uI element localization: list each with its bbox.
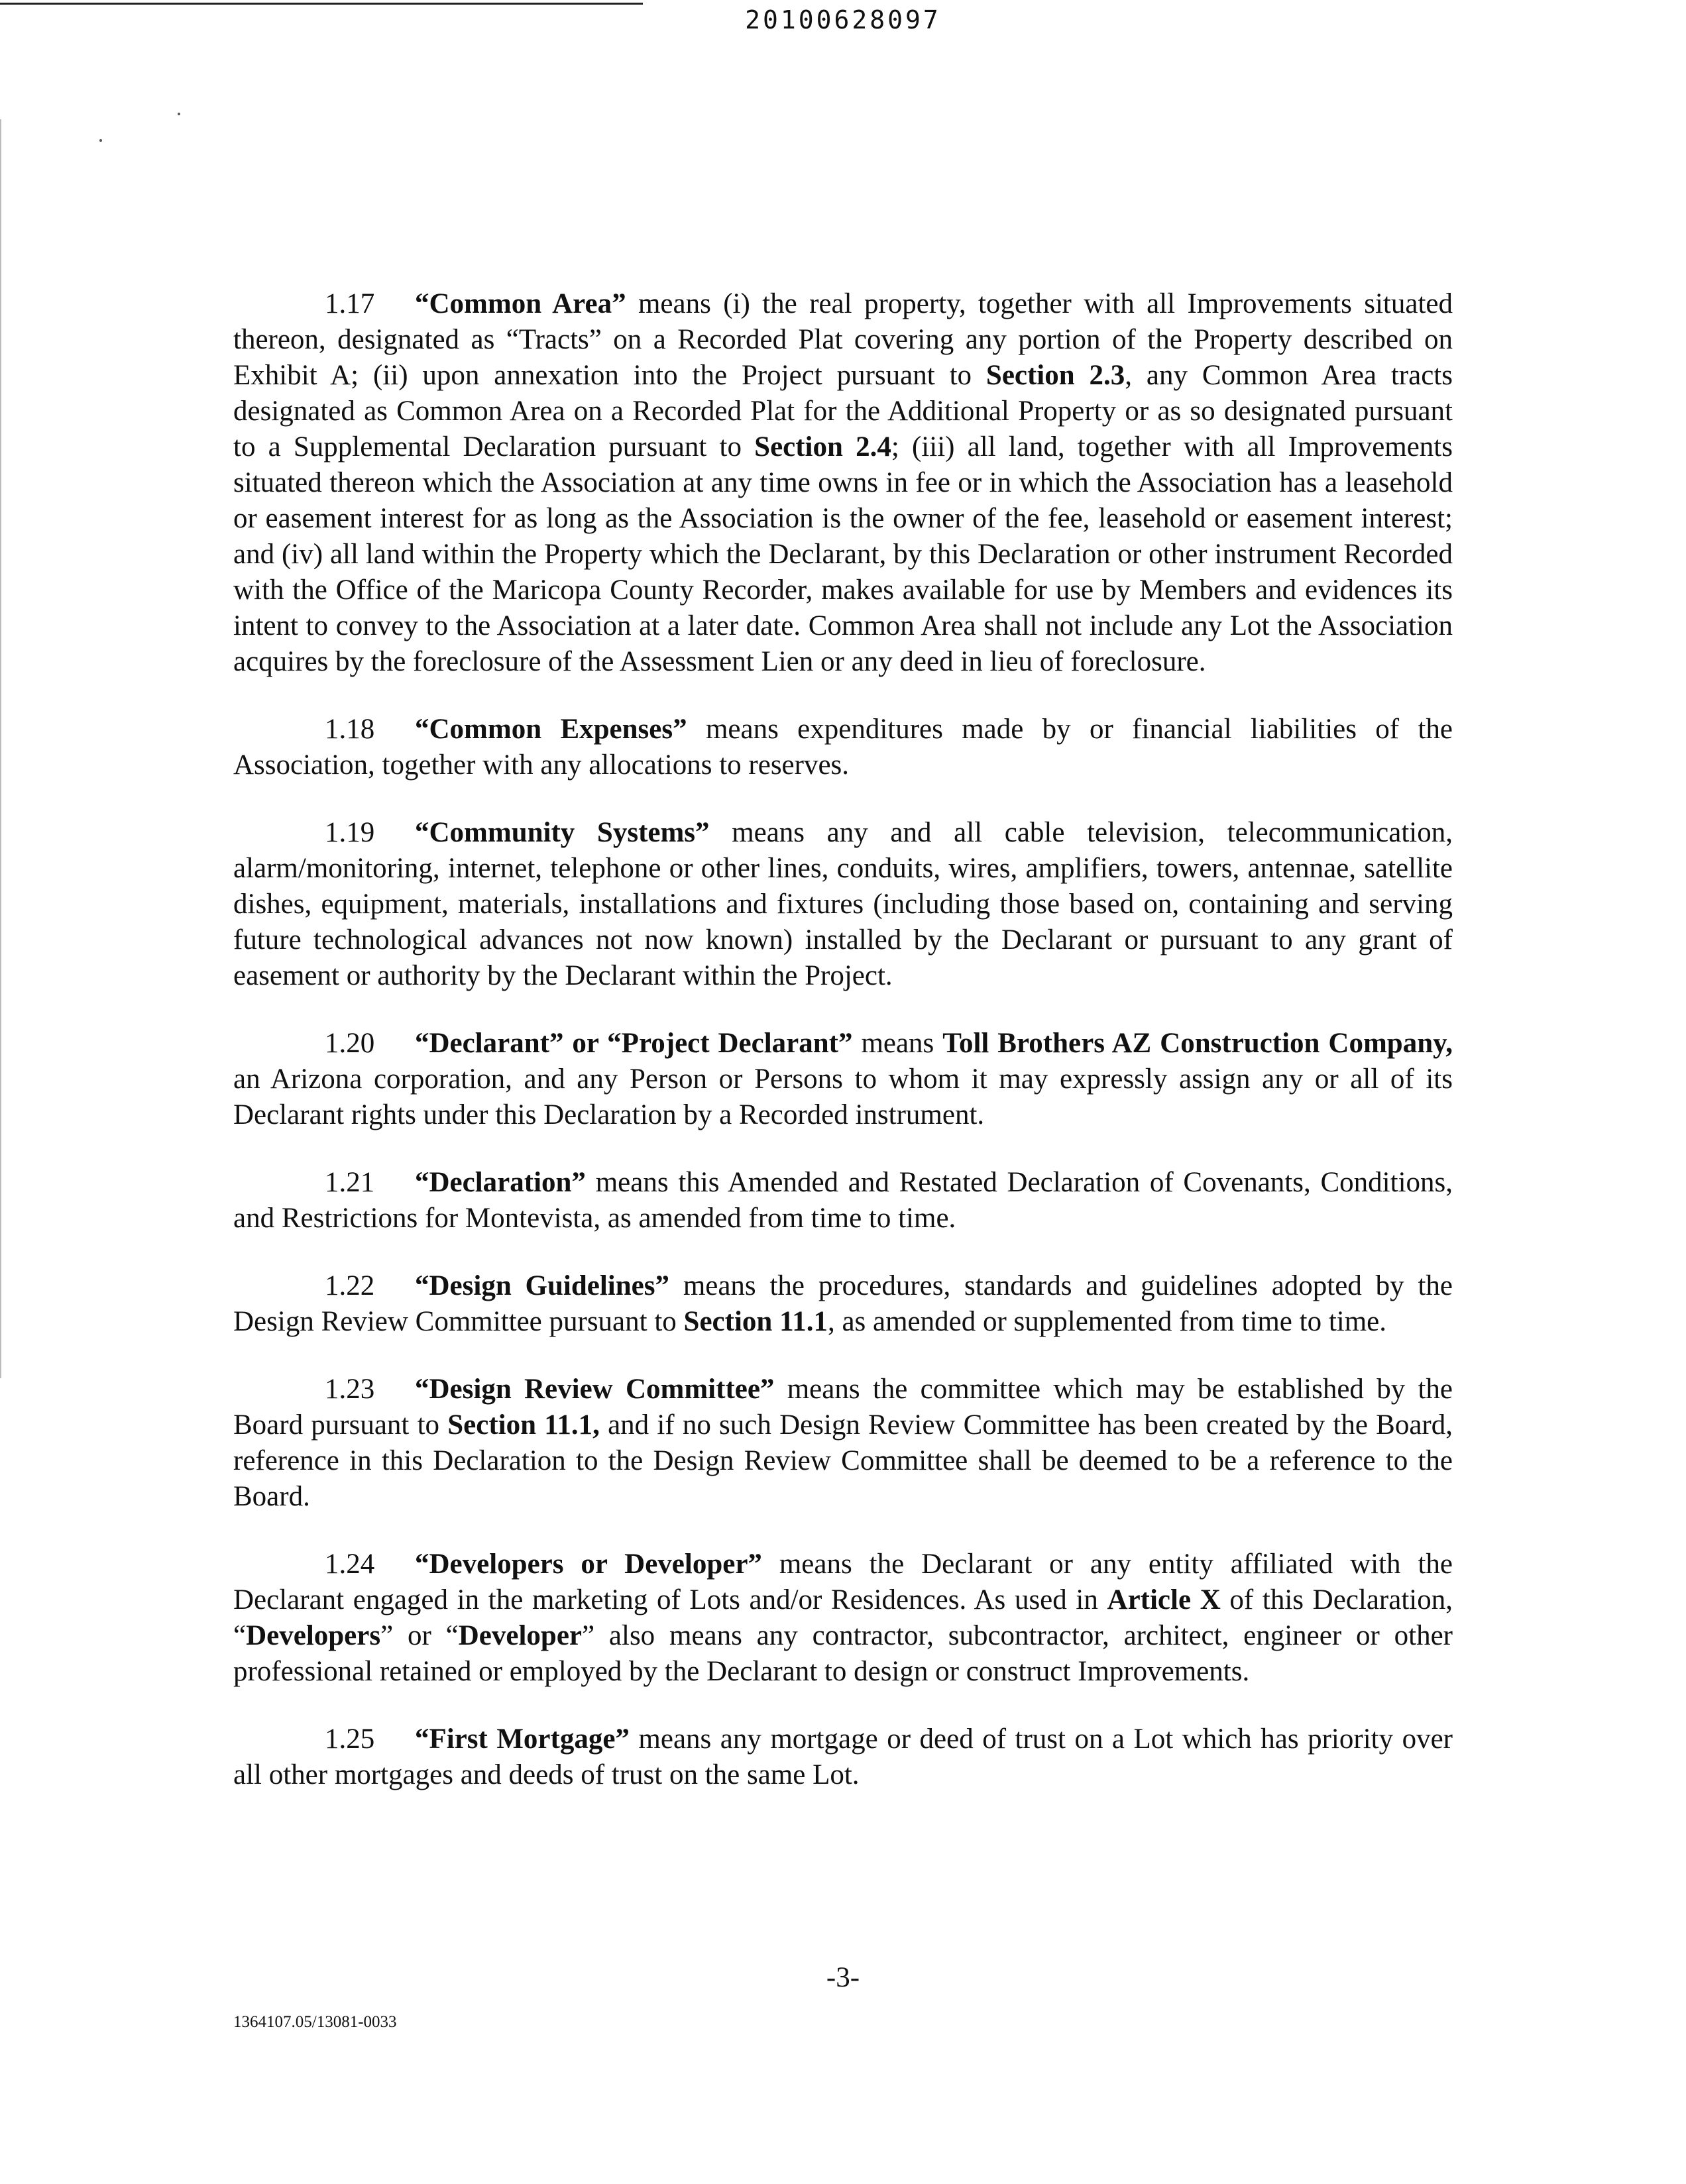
definition-text: of this Declaration, “ xyxy=(233,1584,1453,1651)
defined-term: “First Mortgage” xyxy=(415,1723,630,1755)
scan-speck xyxy=(178,113,180,115)
definition-text: means the procedures, standards and guidelines adopted by the Design Review Committee pursuant to xyxy=(233,1270,1453,1337)
scan-edge xyxy=(0,119,1,1378)
definition-text: ” also means any contractor, subcontractor, architect, engineer or other professional retained or employed by the Declarant to design or construct Improvements. xyxy=(233,1620,1453,1687)
defined-term: Section 2.4 xyxy=(754,431,891,463)
defined-term: Section 2.3 xyxy=(985,360,1125,391)
section-number: 1.20 xyxy=(325,1028,375,1059)
section-number: 1.24 xyxy=(325,1549,375,1580)
definition-paragraph xyxy=(233,1165,1453,1236)
defined-term: Toll Brothers AZ Construction Company, xyxy=(942,1028,1453,1059)
definition-paragraph xyxy=(233,1547,1453,1690)
definition-text: and if no such Design Review Committee has been created by the Board, reference in this Declaration to the Design Review Committee shall be deemed to be a reference to the Board. xyxy=(233,1409,1453,1512)
definition-paragraph xyxy=(233,1372,1453,1515)
section-number: 1.21 xyxy=(325,1167,375,1198)
defined-term: “Design Review Committee” xyxy=(415,1374,775,1405)
defined-term: Section 11.1 xyxy=(683,1306,828,1337)
defined-term: “Developers or Developer” xyxy=(415,1549,762,1580)
definition-text: , as amended or supplemented from time to time. xyxy=(827,1306,1387,1337)
definition-text: means the Declarant or any entity affiliated with the Declarant engaged in the marketing of Lots and/or Residences. As used in xyxy=(233,1549,1453,1615)
definition-paragraph xyxy=(233,815,1453,994)
definition-paragraph xyxy=(233,1268,1453,1340)
definition-text: means any mortgage or deed of trust on a Lot which has priority over all other mortgages and deeds of trust on the same Lot. xyxy=(233,1723,1453,1790)
defined-term: “Common Expenses” xyxy=(415,714,687,745)
definition-text: means expenditures made by or financial liabilities of the Association, together with any allocations to reserves. xyxy=(233,714,1453,781)
definition-text: means the committee which may be established by the Board pursuant to xyxy=(233,1374,1453,1441)
definition-paragraph xyxy=(233,1721,1453,1793)
defined-term: “Design Guidelines” xyxy=(415,1270,669,1301)
definition-text: an Arizona corporation, and any Person or Persons to whom it may expressly assign any or all of its Declarant rights under this Declaration by a Recorded instrument. xyxy=(233,1064,1453,1130)
defined-term: Section 11.1, xyxy=(447,1409,600,1441)
scan-speck xyxy=(99,139,102,142)
document-body xyxy=(233,286,1453,1825)
definition-text: means this Amended and Restated Declaration of Covenants, Conditions, and Restrictions for Montevista, as amended from time to time. xyxy=(233,1167,1453,1234)
section-number: 1.23 xyxy=(325,1374,375,1405)
defined-term: “Common Area” xyxy=(415,288,626,319)
page-number: -3- xyxy=(826,1962,860,1993)
definition-text: , any Common Area tracts designated as Common Area on a Recorded Plat for the Additional Property or as so designated pursuant to a Supplemental Declaration pursuant to xyxy=(233,360,1453,463)
section-number: 1.25 xyxy=(325,1723,375,1755)
section-number: 1.18 xyxy=(325,714,375,745)
defined-term: Developer xyxy=(458,1620,582,1651)
definition-text: ; (iii) all land, together with all Improvements situated thereon which the Association at any time owns in fee or in which the Association has a leasehold or easement interest for as long as the Association is the owner of the fee, leasehold or easement interest; and (iv) all land within the Property which the Declarant, by this Declaration or other instrument Recorded with the Office of the Maricopa County Recorder, makes available for use by Members and evidences its intent to convey to the Association at a later date. Common Area shall not include any Lot the Association acquires by the foreclosure of the Assessment Lien or any deed in lieu of foreclosure. xyxy=(233,431,1453,677)
defined-term: “Community Systems” xyxy=(415,817,710,848)
definition-text: ” or “ xyxy=(380,1620,459,1651)
definition-text: means xyxy=(852,1028,943,1059)
defined-term: Developers xyxy=(246,1620,381,1651)
recording-number: 20100628097 xyxy=(745,5,941,34)
section-number: 1.22 xyxy=(325,1270,375,1301)
definition-paragraph xyxy=(233,1026,1453,1133)
section-number: 1.17 xyxy=(325,288,375,319)
defined-term: Article X xyxy=(1107,1584,1221,1615)
defined-term: “Declaration” xyxy=(415,1167,586,1198)
definition-text: means (i) the real property, together with all Improvements situated thereon, designated as “Tracts” on a Recorded Plat covering any portion of the Property described on Exhibit A; (ii) upon annexation into the Project pursuant to xyxy=(233,288,1453,391)
defined-term: “Declarant” or “Project Declarant” xyxy=(415,1028,853,1059)
section-number: 1.19 xyxy=(325,817,375,848)
definition-text: means any and all cable television, telecommunication, alarm/monitoring, internet, telephone or other lines, conduits, wires, amplifiers, towers, antennae, satellite dishes, equipment, materials, installations and fixtures (including those based on, containing and serving future technological advances not now known) installed by the Declarant or pursuant to any grant of easement or authority by the Declarant within the Project. xyxy=(233,817,1453,991)
definition-paragraph xyxy=(233,286,1453,680)
document-code: 1364107.05/13081-0033 xyxy=(233,2013,397,2031)
top-rule xyxy=(0,3,643,5)
definition-paragraph xyxy=(233,712,1453,783)
